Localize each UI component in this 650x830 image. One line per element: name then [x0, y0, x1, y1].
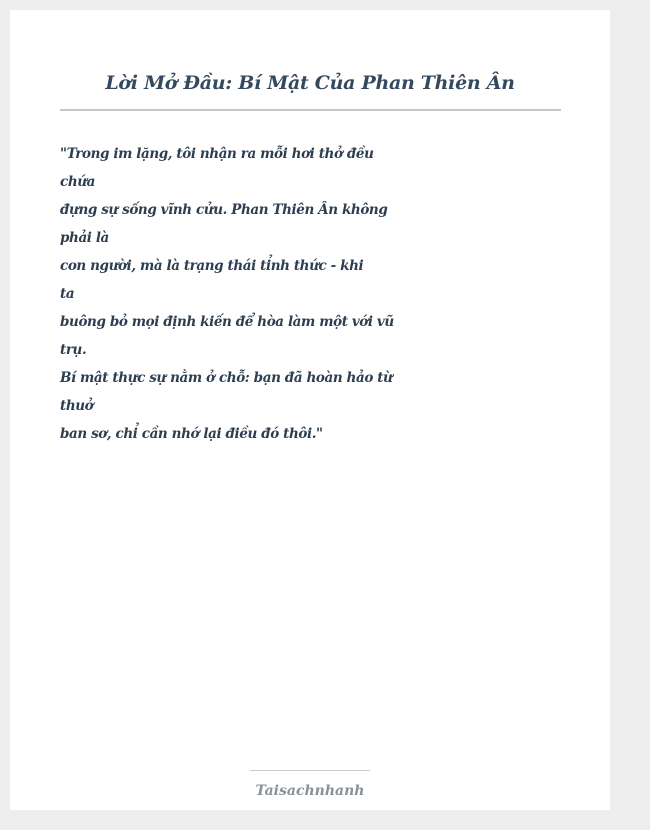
title-divider: [60, 109, 561, 111]
quote-line: trụ.: [60, 342, 87, 358]
footer-divider: [250, 770, 370, 771]
quote-line: ta: [60, 286, 75, 302]
quote-line: đựng sự sống vĩnh cửu. Phan Thiên Ân không: [60, 202, 388, 218]
document-page: [10, 10, 610, 810]
quote-line: ban sơ, chỉ cần nhớ lại điều đó thôi.": [60, 426, 323, 442]
quote-line: thuở: [60, 398, 94, 414]
quote-line: buông bỏ mọi định kiến để hòa làm một với vũ: [60, 314, 394, 330]
quote-line: Bí mật thực sự nằm ở chỗ: bạn đã hoàn hảo từ: [60, 370, 393, 386]
footer-brand: Taisachnhanh: [255, 783, 365, 799]
page-title: Lời Mở Đầu: Bí Mật Của Phan Thiên Ân: [105, 72, 515, 94]
quote-line: con người, mà là trạng thái tỉnh thức - khi: [60, 258, 364, 274]
quote-line: phải là: [60, 230, 109, 246]
quote-line: chứa: [60, 174, 95, 190]
quote-line: "Trong im lặng, tôi nhận ra mỗi hơi thở đều: [60, 146, 374, 162]
quote-block: [60, 142, 394, 450]
